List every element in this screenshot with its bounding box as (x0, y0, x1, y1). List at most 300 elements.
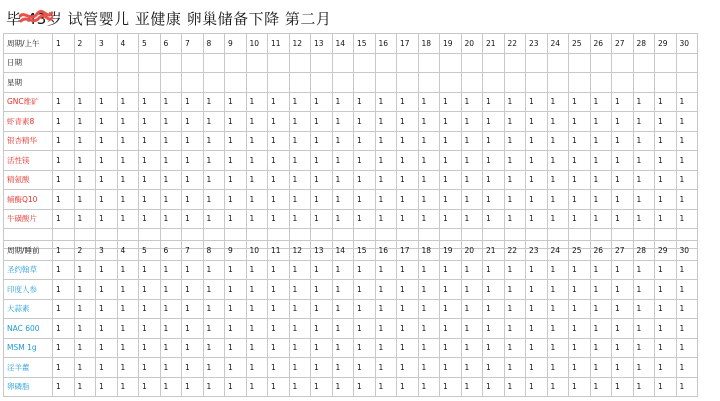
dose-cell: 1 (225, 358, 247, 378)
day-number-header: 22 (504, 34, 526, 54)
dose-cell: 1 (375, 299, 397, 319)
dose-cell: 1 (633, 92, 655, 112)
dose-cell: 1 (461, 358, 483, 378)
dose-cell: 1 (311, 338, 333, 358)
dose-cell: 1 (612, 92, 634, 112)
dose-cell: 1 (268, 170, 290, 190)
day-number-header: 7 (182, 34, 204, 54)
dose-cell: 1 (440, 131, 462, 151)
day-number-header: 21 (483, 34, 505, 54)
dose-cell: 1 (504, 377, 526, 397)
dose-cell: 1 (96, 209, 118, 229)
dose-cell: 1 (633, 319, 655, 339)
empty-cell (461, 73, 483, 93)
dose-cell: 1 (375, 151, 397, 171)
empty-cell (311, 53, 333, 73)
empty-cell (203, 73, 225, 93)
dose-cell: 1 (117, 190, 139, 210)
dose-cell: 1 (440, 358, 462, 378)
dose-cell: 1 (676, 260, 698, 280)
dose-cell: 1 (246, 92, 268, 112)
dose-cell: 1 (440, 92, 462, 112)
info-row (4, 53, 698, 73)
dose-cell: 1 (182, 338, 204, 358)
dose-cell: 1 (203, 280, 225, 300)
dose-cell: 1 (375, 260, 397, 280)
supplement-name: MSM 1g (4, 338, 53, 358)
dose-cell: 1 (676, 92, 698, 112)
dose-cell: 1 (225, 170, 247, 190)
dose-cell: 1 (117, 170, 139, 190)
supplement-row (4, 299, 698, 319)
supplement-name: 辅酶Q10 (4, 190, 53, 210)
empty-cell (53, 73, 75, 93)
dose-cell: 1 (569, 338, 591, 358)
empty-cell (160, 53, 182, 73)
dose-cell: 1 (526, 377, 548, 397)
dose-cell: 1 (483, 151, 505, 171)
day-number-header: 2 (74, 34, 96, 54)
dose-cell: 1 (547, 338, 569, 358)
dose-cell: 1 (440, 280, 462, 300)
dose-cell: 1 (676, 170, 698, 190)
dose-cell: 1 (590, 209, 612, 229)
dose-cell: 1 (676, 112, 698, 132)
dose-cell: 1 (633, 112, 655, 132)
dose-cell: 1 (332, 338, 354, 358)
supplement-row (4, 319, 698, 339)
dose-cell: 1 (483, 209, 505, 229)
dose-cell: 1 (655, 319, 677, 339)
dose-cell: 1 (676, 358, 698, 378)
dose-cell: 1 (225, 209, 247, 229)
dose-cell: 1 (504, 92, 526, 112)
dose-cell: 1 (590, 260, 612, 280)
dose-cell: 1 (311, 190, 333, 210)
dose-cell: 1 (504, 280, 526, 300)
dose-cell: 1 (354, 377, 376, 397)
dose-cell: 1 (569, 131, 591, 151)
day-number-header: 3 (96, 34, 118, 54)
dose-cell: 1 (590, 190, 612, 210)
empty-cell (354, 53, 376, 73)
redaction-scribble (19, 10, 53, 26)
dose-cell: 1 (461, 131, 483, 151)
empty-cell (612, 53, 634, 73)
dose-cell: 1 (289, 338, 311, 358)
dose-cell: 1 (182, 190, 204, 210)
dose-cell: 1 (397, 338, 419, 358)
dose-cell: 1 (375, 209, 397, 229)
day-number-header: 9 (225, 241, 247, 261)
dose-cell: 1 (289, 260, 311, 280)
dose-cell: 1 (590, 170, 612, 190)
dose-cell: 1 (53, 131, 75, 151)
dose-cell: 1 (354, 170, 376, 190)
dose-cell: 1 (418, 377, 440, 397)
dose-cell: 1 (375, 112, 397, 132)
dose-cell: 1 (246, 319, 268, 339)
dose-cell: 1 (612, 338, 634, 358)
dose-cell: 1 (461, 209, 483, 229)
dose-cell: 1 (225, 299, 247, 319)
empty-cell (53, 53, 75, 73)
supplement-name: NAC 600 (4, 319, 53, 339)
dose-cell: 1 (633, 358, 655, 378)
dose-cell: 1 (504, 190, 526, 210)
dose-cell: 1 (332, 131, 354, 151)
dose-cell: 1 (354, 112, 376, 132)
dose-cell: 1 (375, 358, 397, 378)
dose-cell: 1 (504, 358, 526, 378)
empty-cell (633, 73, 655, 93)
dose-cell: 1 (160, 260, 182, 280)
dose-cell: 1 (440, 260, 462, 280)
dose-cell: 1 (311, 260, 333, 280)
empty-cell (203, 53, 225, 73)
dose-cell: 1 (160, 190, 182, 210)
day-number-header: 10 (246, 34, 268, 54)
dose-cell: 1 (96, 112, 118, 132)
day-number-header: 16 (375, 241, 397, 261)
day-number-header: 29 (655, 34, 677, 54)
dose-cell: 1 (612, 151, 634, 171)
dose-cell: 1 (397, 190, 419, 210)
day-number-header: 4 (117, 241, 139, 261)
empty-cell (139, 53, 161, 73)
day-number-header: 27 (612, 34, 634, 54)
empty-cell (225, 53, 247, 73)
dose-cell: 1 (418, 151, 440, 171)
empty-cell (569, 73, 591, 93)
dose-cell: 1 (483, 338, 505, 358)
dose-cell: 1 (182, 92, 204, 112)
day-number-header: 28 (633, 241, 655, 261)
dose-cell: 1 (289, 377, 311, 397)
day-number-header: 19 (440, 34, 462, 54)
dose-cell: 1 (676, 299, 698, 319)
dose-cell: 1 (53, 260, 75, 280)
dose-cell: 1 (268, 280, 290, 300)
day-number-header: 15 (354, 34, 376, 54)
dose-cell: 1 (182, 299, 204, 319)
empty-cell (182, 73, 204, 93)
dose-cell: 1 (268, 319, 290, 339)
dose-cell: 1 (440, 190, 462, 210)
dose-cell: 1 (311, 151, 333, 171)
dose-cell: 1 (461, 338, 483, 358)
dose-cell: 1 (676, 209, 698, 229)
dose-cell: 1 (418, 92, 440, 112)
dose-cell: 1 (332, 170, 354, 190)
empty-cell (612, 73, 634, 93)
day-number-header: 24 (547, 241, 569, 261)
dose-cell: 1 (526, 170, 548, 190)
dose-cell: 1 (332, 190, 354, 210)
dose-cell: 1 (246, 358, 268, 378)
dose-cell: 1 (483, 131, 505, 151)
dose-cell: 1 (569, 92, 591, 112)
dose-cell: 1 (74, 131, 96, 151)
empty-cell (74, 53, 96, 73)
dose-cell: 1 (354, 338, 376, 358)
dose-cell: 1 (590, 131, 612, 151)
dose-cell: 1 (160, 280, 182, 300)
dose-cell: 1 (268, 299, 290, 319)
dose-cell: 1 (569, 170, 591, 190)
day-number-header: 2 (74, 241, 96, 261)
dose-cell: 1 (612, 131, 634, 151)
dose-cell: 1 (139, 338, 161, 358)
dose-cell: 1 (53, 170, 75, 190)
supplement-row (4, 190, 698, 210)
dose-cell: 1 (461, 377, 483, 397)
dose-cell: 1 (246, 338, 268, 358)
empty-cell (268, 53, 290, 73)
dose-cell: 1 (440, 209, 462, 229)
supplement-name: 精氨酸 (4, 170, 53, 190)
dose-cell: 1 (203, 170, 225, 190)
dose-cell: 1 (504, 338, 526, 358)
dose-cell: 1 (182, 280, 204, 300)
dose-cell: 1 (311, 170, 333, 190)
dose-cell: 1 (160, 170, 182, 190)
dose-cell: 1 (397, 209, 419, 229)
day-number-header: 30 (676, 241, 698, 261)
dose-cell: 1 (160, 112, 182, 132)
dose-cell: 1 (139, 170, 161, 190)
empty-cell (440, 53, 462, 73)
dose-cell: 1 (526, 151, 548, 171)
dose-cell: 1 (332, 92, 354, 112)
supplement-row (4, 260, 698, 280)
dose-cell: 1 (590, 358, 612, 378)
dose-cell: 1 (160, 358, 182, 378)
dose-cell: 1 (633, 299, 655, 319)
info-row (4, 73, 698, 93)
dose-cell: 1 (397, 280, 419, 300)
dose-cell: 1 (74, 112, 96, 132)
dose-cell: 1 (74, 170, 96, 190)
dose-cell: 1 (397, 319, 419, 339)
dose-cell: 1 (504, 299, 526, 319)
empty-cell (655, 53, 677, 73)
supplement-name: 牛磺酸片 (4, 209, 53, 229)
dose-cell: 1 (139, 92, 161, 112)
dose-cell: 1 (526, 280, 548, 300)
day-number-header: 8 (203, 241, 225, 261)
dose-cell: 1 (139, 358, 161, 378)
dose-cell: 1 (268, 209, 290, 229)
supplement-row (4, 377, 698, 397)
dose-cell: 1 (246, 190, 268, 210)
empty-cell (397, 73, 419, 93)
day-number-header: 20 (461, 241, 483, 261)
dose-cell: 1 (160, 92, 182, 112)
dose-cell: 1 (504, 260, 526, 280)
dose-cell: 1 (225, 190, 247, 210)
dose-cell: 1 (311, 209, 333, 229)
day-number-header: 18 (418, 34, 440, 54)
dose-cell: 1 (461, 319, 483, 339)
day-number-header: 15 (354, 241, 376, 261)
dose-cell: 1 (633, 338, 655, 358)
dose-cell: 1 (289, 280, 311, 300)
empty-cell (504, 73, 526, 93)
empty-cell (96, 73, 118, 93)
dose-cell: 1 (289, 319, 311, 339)
dose-cell: 1 (96, 338, 118, 358)
dose-cell: 1 (397, 377, 419, 397)
dose-cell: 1 (612, 299, 634, 319)
dose-cell: 1 (53, 280, 75, 300)
dose-cell: 1 (117, 338, 139, 358)
dose-cell: 1 (397, 92, 419, 112)
day-number-header: 23 (526, 241, 548, 261)
dose-cell: 1 (676, 338, 698, 358)
header-row (4, 34, 698, 54)
dose-cell: 1 (483, 92, 505, 112)
dose-cell: 1 (547, 377, 569, 397)
dose-cell: 1 (569, 319, 591, 339)
dose-cell: 1 (96, 260, 118, 280)
dose-cell: 1 (418, 260, 440, 280)
dose-cell: 1 (461, 190, 483, 210)
dose-cell: 1 (203, 92, 225, 112)
dose-cell: 1 (483, 170, 505, 190)
empty-cell (676, 53, 698, 73)
empty-cell (590, 73, 612, 93)
dose-cell: 1 (590, 151, 612, 171)
dose-cell: 1 (633, 190, 655, 210)
dose-cell: 1 (246, 280, 268, 300)
dose-cell: 1 (96, 358, 118, 378)
dose-cell: 1 (182, 112, 204, 132)
dose-cell: 1 (139, 151, 161, 171)
dose-cell: 1 (590, 92, 612, 112)
dose-cell: 1 (225, 377, 247, 397)
dose-cell: 1 (96, 131, 118, 151)
dose-cell: 1 (311, 112, 333, 132)
dose-cell: 1 (633, 170, 655, 190)
dose-cell: 1 (676, 319, 698, 339)
day-number-header: 26 (590, 34, 612, 54)
empty-cell (311, 73, 333, 93)
dose-cell: 1 (612, 112, 634, 132)
dose-cell: 1 (547, 260, 569, 280)
dose-cell: 1 (332, 260, 354, 280)
dose-cell: 1 (504, 319, 526, 339)
dose-cell: 1 (483, 319, 505, 339)
dose-cell: 1 (440, 319, 462, 339)
empty-cell (655, 73, 677, 93)
dose-cell: 1 (53, 358, 75, 378)
dose-cell: 1 (461, 112, 483, 132)
dose-cell: 1 (117, 112, 139, 132)
day-number-header: 10 (246, 241, 268, 261)
dose-cell: 1 (96, 190, 118, 210)
dose-cell: 1 (289, 151, 311, 171)
dose-cell: 1 (612, 280, 634, 300)
dose-cell: 1 (139, 377, 161, 397)
dose-cell: 1 (268, 190, 290, 210)
dose-cell: 1 (53, 377, 75, 397)
dose-cell: 1 (332, 358, 354, 378)
dose-cell: 1 (96, 92, 118, 112)
dose-cell: 1 (53, 319, 75, 339)
dose-cell: 1 (182, 209, 204, 229)
empty-cell (246, 73, 268, 93)
dose-cell: 1 (526, 92, 548, 112)
dose-cell: 1 (483, 190, 505, 210)
dose-cell: 1 (569, 299, 591, 319)
dose-cell: 1 (504, 209, 526, 229)
dose-cell: 1 (160, 299, 182, 319)
dose-cell: 1 (74, 358, 96, 378)
day-number-header: 6 (160, 34, 182, 54)
dose-cell: 1 (504, 170, 526, 190)
dose-cell: 1 (53, 112, 75, 132)
dose-cell: 1 (117, 377, 139, 397)
dose-cell: 1 (117, 280, 139, 300)
dose-cell: 1 (96, 151, 118, 171)
dose-cell: 1 (633, 209, 655, 229)
dose-cell: 1 (203, 209, 225, 229)
dose-cell: 1 (182, 358, 204, 378)
day-number-header: 13 (311, 34, 333, 54)
supplement-name: 淫羊藿 (4, 358, 53, 378)
dose-cell: 1 (655, 358, 677, 378)
dose-cell: 1 (547, 92, 569, 112)
dose-cell: 1 (397, 170, 419, 190)
dose-cell: 1 (139, 131, 161, 151)
dose-cell: 1 (139, 299, 161, 319)
dose-cell: 1 (139, 209, 161, 229)
dose-cell: 1 (590, 299, 612, 319)
dose-cell: 1 (547, 209, 569, 229)
dose-cell: 1 (268, 338, 290, 358)
dose-cell: 1 (354, 209, 376, 229)
day-number-header: 26 (590, 241, 612, 261)
day-number-header: 13 (311, 241, 333, 261)
dose-cell: 1 (203, 112, 225, 132)
day-number-header: 22 (504, 241, 526, 261)
dose-cell: 1 (590, 112, 612, 132)
dose-cell: 1 (375, 280, 397, 300)
dose-cell: 1 (268, 112, 290, 132)
dose-cell: 1 (160, 319, 182, 339)
day-number-header: 25 (569, 34, 591, 54)
day-number-header: 19 (440, 241, 462, 261)
dose-cell: 1 (676, 377, 698, 397)
dose-cell: 1 (569, 377, 591, 397)
dose-cell: 1 (418, 280, 440, 300)
dose-cell: 1 (547, 131, 569, 151)
dose-cell: 1 (53, 299, 75, 319)
dose-cell: 1 (160, 209, 182, 229)
empty-cell (547, 53, 569, 73)
dose-cell: 1 (633, 377, 655, 397)
dose-cell: 1 (74, 338, 96, 358)
empty-cell (633, 53, 655, 73)
supplement-row (4, 92, 698, 112)
dose-cell: 1 (504, 151, 526, 171)
dose-cell: 1 (74, 377, 96, 397)
dose-cell: 1 (289, 170, 311, 190)
dose-cell: 1 (655, 280, 677, 300)
dose-cell: 1 (504, 131, 526, 151)
empty-cell (526, 53, 548, 73)
